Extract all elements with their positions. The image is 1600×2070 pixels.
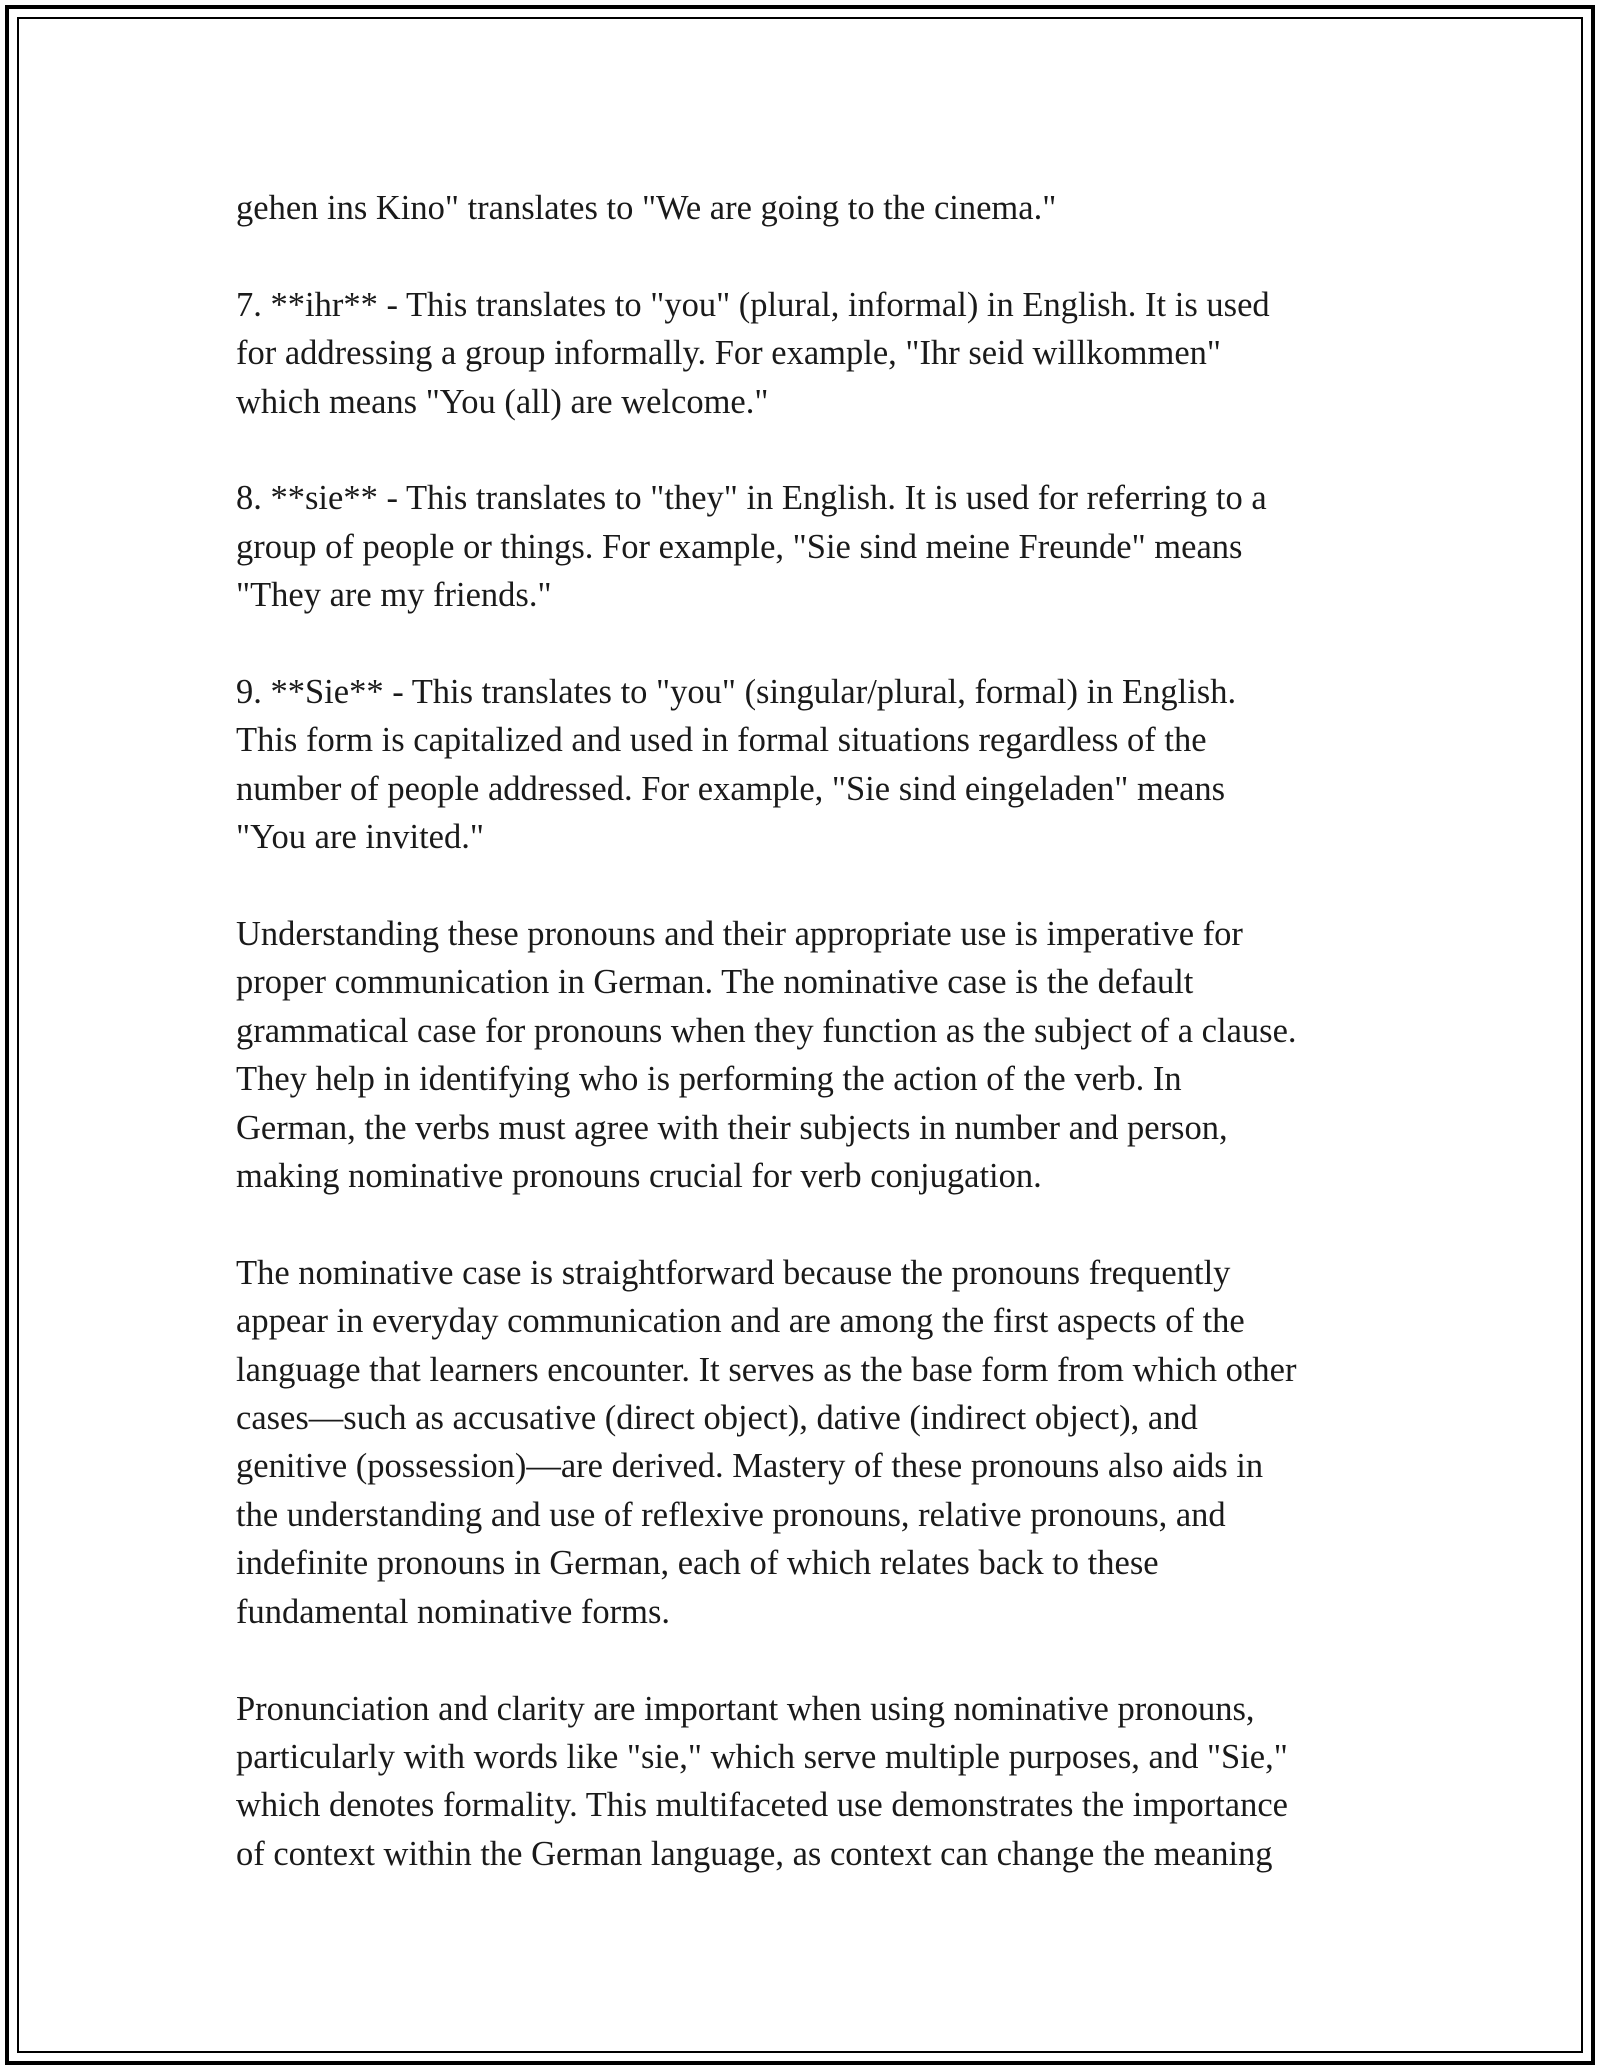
text-line: Understanding these pronouns and their appropriate use is imperative for: [236, 915, 1243, 954]
text-line: genitive (possession)—are derived. Mastery of these pronouns also aids in: [236, 1447, 1264, 1486]
paragraph-pronoun-sie-formal: [236, 668, 1386, 862]
text-line: gehen ins Kino" translates to "We are going to the cinema.": [236, 189, 1057, 227]
text-line: group of people or things. For example, "Sie sind meine Freunde" means: [236, 527, 1243, 566]
text-line: The nominative case is straightforward because the pronouns frequently: [236, 1253, 1231, 1292]
text-line: the understanding and use of reflexive pronouns, relative pronouns, and: [236, 1495, 1226, 1534]
text-line: particularly with words like "sie," which serve multiple purposes, and "Sie,": [236, 1737, 1288, 1776]
text-line: proper communication in German. The nominative case is the default: [236, 963, 1194, 1002]
text-line: grammatical case for pronouns when they function as the subject of a clause.: [236, 1011, 1297, 1050]
paragraph-continuation: [236, 184, 1386, 232]
text-line: Pronunciation and clarity are important when using nominative pronouns,: [236, 1689, 1255, 1728]
text-line: appear in everyday communication and are among the first aspects of the: [236, 1302, 1245, 1341]
paragraph-nominative-case: [236, 1249, 1386, 1636]
text-line: fundamental nominative forms.: [236, 1592, 671, 1631]
text-line: They help in identifying who is performing the action of the verb. In: [236, 1060, 1182, 1099]
text-line: indefinite pronouns in German, each of which relates back to these: [236, 1544, 1159, 1583]
text-line: "You are invited.": [236, 818, 484, 857]
text-line: "They are my friends.": [236, 576, 552, 615]
text-line: which denotes formality. This multifaceted use demonstrates the importance: [236, 1786, 1288, 1825]
text-line: 8. **sie** - This translates to "they" in English. It is used for referring to a: [236, 479, 1267, 518]
text-line: number of people addressed. For example, "Sie sind eingeladen" means: [236, 769, 1226, 808]
paragraph-understanding: [236, 910, 1386, 1200]
text-line: of context within the German language, as context can change the meaning: [236, 1834, 1273, 1873]
text-line: 9. **Sie** - This translates to "you" (singular/plural, formal) in English.: [236, 673, 1237, 712]
text-line: 7. **ihr** - This translates to "you" (plural, informal) in English. It is used: [236, 285, 1270, 324]
paragraph-pronoun-ihr: [236, 281, 1386, 426]
paragraph-pronoun-sie: [236, 474, 1386, 619]
text-line: for addressing a group informally. For example, "Ihr seid willkommen": [236, 334, 1222, 373]
document-body: [236, 184, 1386, 1878]
text-line: language that learners encounter. It serves as the base form from which other: [236, 1350, 1297, 1389]
text-line: cases—such as accusative (direct object), dative (indirect object), and: [236, 1399, 1198, 1438]
text-line: making nominative pronouns crucial for verb conjugation.: [236, 1157, 1042, 1196]
text-line: which means "You (all) are welcome.": [236, 382, 769, 421]
paragraph-pronunciation: [236, 1685, 1386, 1879]
text-line: German, the verbs must agree with their subjects in number and person,: [236, 1108, 1228, 1147]
text-line: This form is capitalized and used in formal situations regardless of the: [236, 721, 1207, 760]
